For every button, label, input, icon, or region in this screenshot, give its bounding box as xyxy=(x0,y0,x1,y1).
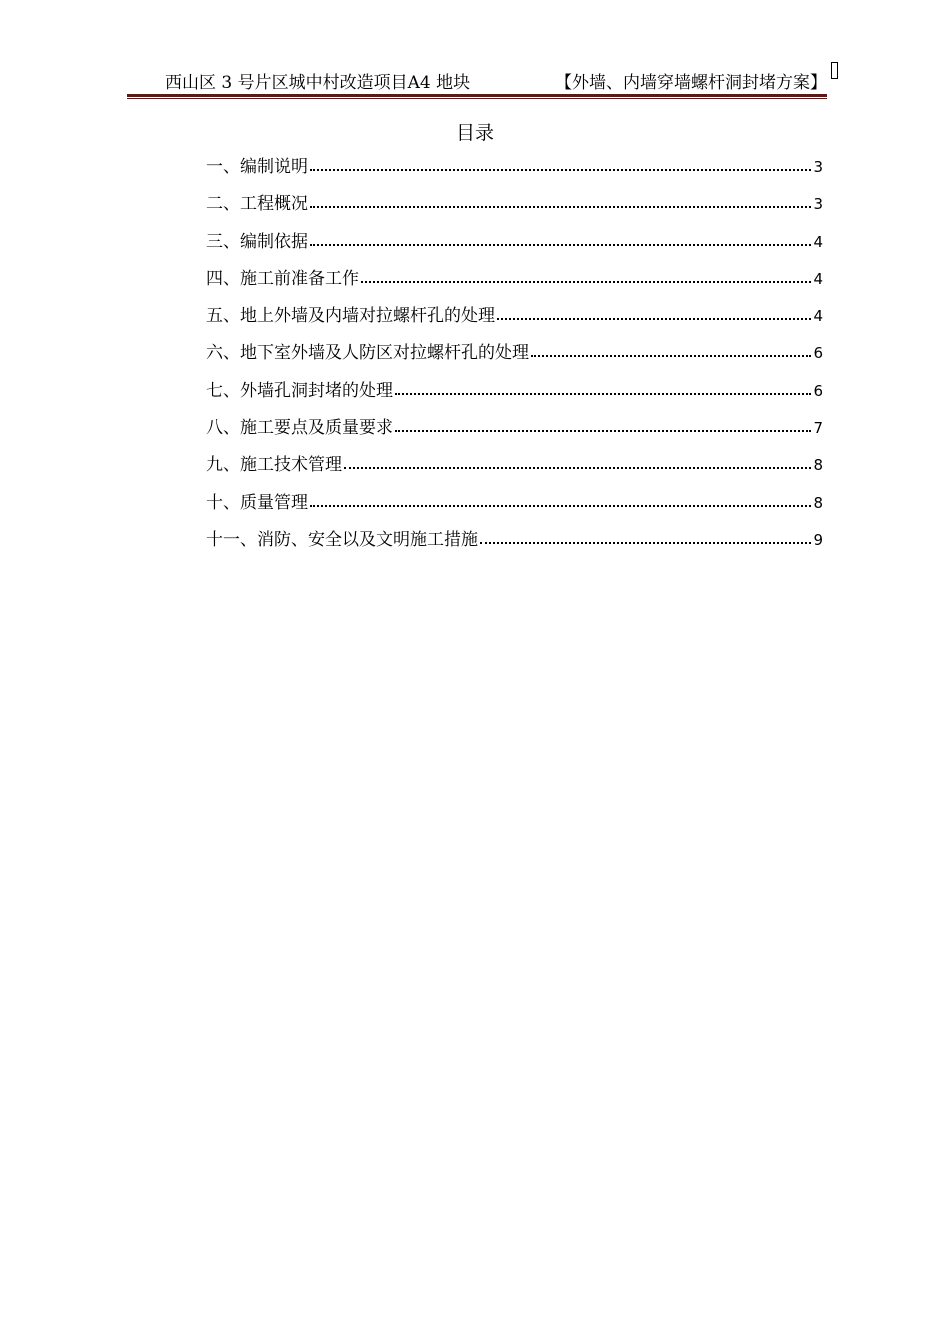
toc-entry-label: 七、外墙孔洞封堵的处理 xyxy=(206,380,393,401)
toc-entry[interactable] xyxy=(206,450,823,487)
toc-entry-label: 十、质量管理 xyxy=(206,492,308,513)
toc-leader-dots xyxy=(531,355,811,357)
header-divider-thick xyxy=(127,94,827,97)
toc-entry-page: 9 xyxy=(813,530,823,549)
toc-entry-label: 八、施工要点及质量要求 xyxy=(206,418,393,439)
toc-entry[interactable] xyxy=(206,525,823,562)
page-header xyxy=(127,64,827,94)
toc-entry-label: 一、编制说明 xyxy=(206,157,308,177)
toc-leader-dots xyxy=(361,281,811,283)
toc-entry-label: 六、地下室外墙及人防区对拉螺杆孔的处理 xyxy=(206,343,529,364)
toc-entry-label: 九、施工技术管理 xyxy=(206,455,342,476)
toc-entry-page: 8 xyxy=(813,456,823,475)
toc-entry-page: 4 xyxy=(813,232,823,251)
toc-leader-dots xyxy=(395,430,811,432)
header-divider-thin xyxy=(127,98,827,99)
toc-entry-label: 五、地上外墙及内墙对拉螺杆孔的处理 xyxy=(206,306,495,327)
missing-glyph-box xyxy=(831,62,838,79)
toc-entry-page: 6 xyxy=(813,381,823,400)
toc-entry[interactable] xyxy=(206,152,823,189)
toc-entry-page: 6 xyxy=(813,344,823,363)
toc-leader-dots xyxy=(310,505,811,507)
toc-entry[interactable] xyxy=(206,376,823,413)
toc-entry-page: 4 xyxy=(813,307,823,326)
header-project-name: 西山区 3 号片区城中村改造项目A4 地块 xyxy=(165,73,471,93)
table-of-contents xyxy=(206,152,823,562)
toc-entry-page: 3 xyxy=(813,195,823,214)
toc-entry[interactable] xyxy=(206,488,823,525)
toc-entry[interactable] xyxy=(206,413,823,450)
toc-leader-dots xyxy=(310,244,811,246)
toc-entry[interactable] xyxy=(206,227,823,264)
toc-leader-dots xyxy=(395,393,811,395)
toc-entry-label: 十一、消防、安全以及文明施工措施 xyxy=(206,529,478,550)
toc-entry-page: 7 xyxy=(813,419,823,438)
toc-entry[interactable] xyxy=(206,264,823,301)
toc-entry[interactable] xyxy=(206,189,823,226)
toc-entry-page: 4 xyxy=(813,269,823,288)
header-document-title: 【外墙、内墙穿墙螺杆洞封堵方案】 xyxy=(555,73,827,93)
toc-entry[interactable] xyxy=(206,338,823,375)
toc-leader-dots xyxy=(310,206,811,208)
toc-leader-dots xyxy=(344,467,811,469)
toc-title: 目录 xyxy=(455,122,494,144)
toc-leader-dots xyxy=(310,169,811,171)
toc-leader-dots xyxy=(497,318,811,320)
toc-entry-label: 四、施工前准备工作 xyxy=(206,268,359,289)
toc-entry-label: 三、编制依据 xyxy=(206,231,308,252)
toc-entry-page: 8 xyxy=(813,493,823,512)
toc-entry-page: 3 xyxy=(813,158,823,176)
toc-leader-dots xyxy=(480,542,811,544)
toc-entry[interactable] xyxy=(206,301,823,338)
toc-entry-label: 二、工程概况 xyxy=(206,194,308,215)
